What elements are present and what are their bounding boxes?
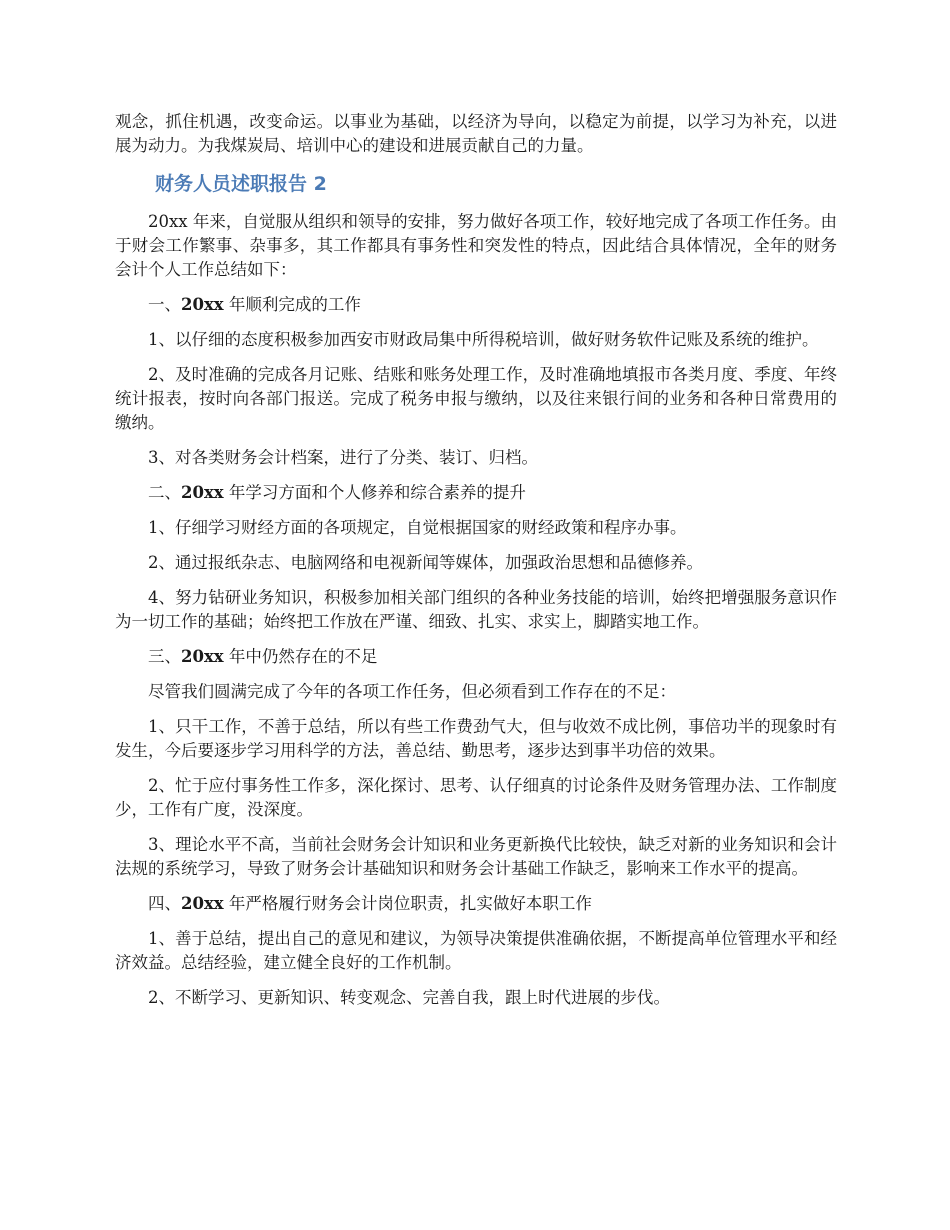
section-3-year: 20xx [181,647,224,666]
section-heading: 财务人员述职报告 2 [155,173,327,195]
section-1-year: 20xx [181,295,224,314]
section-3-prefix: 三、 [148,647,181,666]
section-3-item-2: 2、忙于应付事务性工作多，深化探讨、思考、认仔细真的讨论条件及财务管理办法、工作制度少，工作有广度，没深度。 [115,776,837,819]
section-2-prefix: 二、 [148,483,181,502]
section-2-year: 20xx [181,483,224,502]
section-1-title [115,293,837,317]
section-2-item-2: 2、通过报纸杂志、电脑网络和电视新闻等媒体，加强政治思想和品德修养。 [148,553,703,572]
section-2-item-1: 1、仔细学习财经方面的各项规定，自觉根据国家的财经政策和程序办事。 [148,518,687,537]
section-4-year: 20xx [181,894,224,913]
section-3-title [115,645,837,669]
section-4-item-2: 2、不断学习、更新知识、转变观念、完善自我，跟上时代进展的步伐。 [148,988,670,1007]
section-3-text: 年中仍然存在的不足 [223,647,378,666]
section-4-title [115,892,837,916]
section-2-text: 年学习方面和个人修养和综合素养的提升 [223,483,526,502]
section-4-item-1: 1、善于总结，提出自己的意见和建议，为领导决策提供准确依据，不断提高单位管理水平和经济效益。总结经验，建立健全良好的工作机制。 [115,929,837,972]
opening-paragraph: 20xx 年来，自觉服从组织和领导的安排，努力做好各项工作，较好地完成了各项工作任务。由于财会工作繁事、杂事多，其工作都具有事务性和突发性的特点，因此结合具体情况，全年的财务会计个人工作总结如下： [115,212,837,279]
section-3-item-1: 1、只干工作，不善于总结，所以有些工作费劲气大，但与收效不成比例，事倍功半的现象时有发生，今后要逐步学习用科学的方法，善总结、勤思考，逐步达到事半功倍的效果。 [115,717,837,760]
section-2-item-3: 4、努力钻研业务知识，积极参加相关部门组织的各种业务技能的培训，始终把增强服务意识作为一切工作的基础；始终把工作放在严谨、细致、扎实、求实上，脚踏实地工作。 [115,588,837,631]
section-4-prefix: 四、 [148,894,181,913]
section-3-item-3: 3、理论水平不高，当前社会财务会计知识和业务更新换代比较快，缺乏对新的业务知识和会计法规的系统学习，导致了财务会计基础知识和财务会计基础工作缺乏，影响来工作水平的提高。 [115,835,837,878]
section-1-item-2: 2、及时准确的完成各月记账、结账和账务处理工作，及时准确地填报市各类月度、季度、年终统计报表，按时向各部门报送。完成了税务申报与缴纳，以及往来银行间的业务和各种日常费用的缴纳。 [115,365,837,432]
intro-paragraph: 观念，抓住机遇，改变命运。以事业为基础，以经济为导向，以稳定为前提，以学习为补充，以进展为动力。为我煤炭局、培训中心的建设和进展贡献自己的力量。 [115,112,837,155]
section-1-item-1: 1、以仔细的态度积极参加西安市财政局集中所得税培训，做好财务软件记账及系统的维护。 [148,330,819,349]
section-1-text: 年顺利完成的工作 [223,295,361,314]
section-3-intro: 尽管我们圆满完成了今年的各项工作任务，但必须看到工作存在的不足： [148,682,676,701]
section-2-title [115,481,837,505]
section-1-prefix: 一、 [148,295,181,314]
section-4-text: 年严格履行财务会计岗位职责，扎实做好本职工作 [223,894,592,913]
section-1-item-3: 3、对各类财务会计档案，进行了分类、装订、归档。 [148,448,538,467]
document-page [115,110,837,1010]
